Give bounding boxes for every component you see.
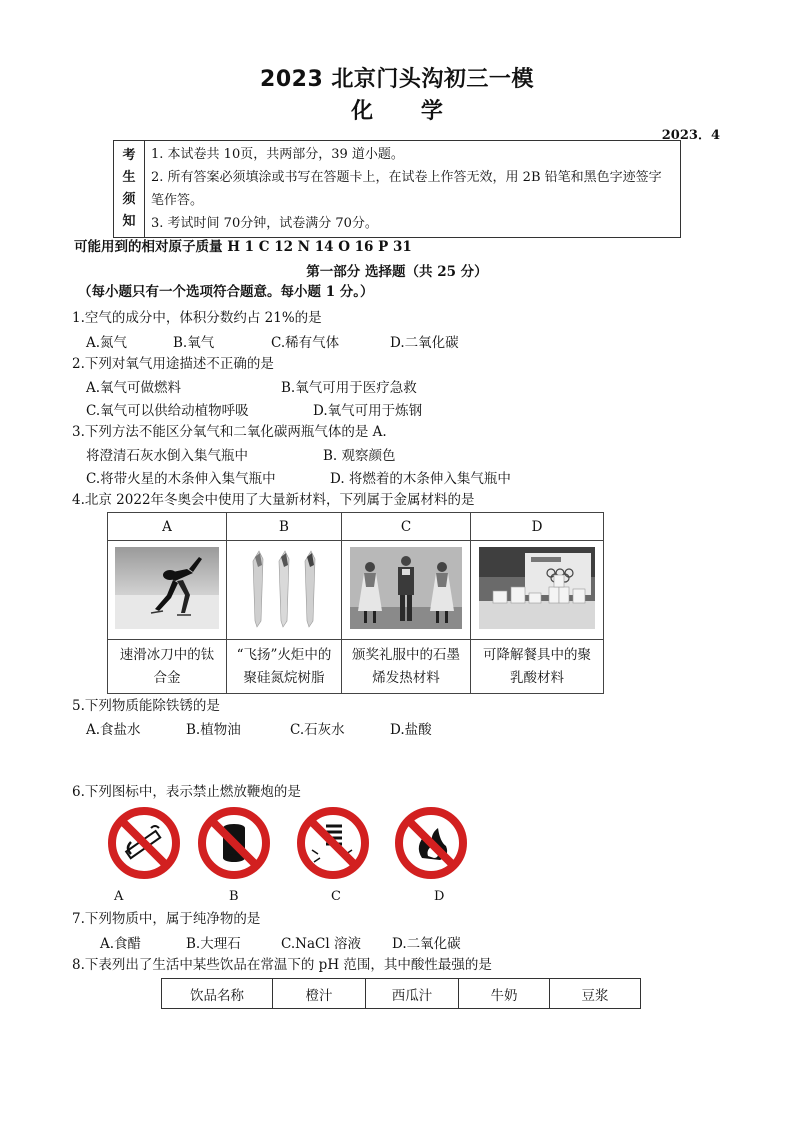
ph-table-header: 橙汁 [273,979,366,1009]
ph-table-header: 牛奶 [459,979,550,1009]
question-6-stem: 6.下列图标中，表示禁止燃放鞭炮的是 [72,784,301,800]
tableware-photo [471,541,604,640]
q1-option-d: D.二氧化碳 [390,335,459,351]
notice-item: 2. 所有答案必须填涂或书写在答题卡上，在试卷上作答无效，用 2B 铅笔和黑色字迹签字笔作答。 [151,170,662,208]
question-3-stem: 3.下列方法不能区分氧气和二氧化碳两瓶气体的是 A. [72,424,387,440]
ph-table-header: 西瓜汁 [366,979,459,1009]
materials-col-header: A [108,513,227,541]
material-caption-d: 可降解餐具中的聚 乳酸材料 [471,640,604,694]
q1-option-c: C.稀有气体 [271,335,340,351]
material-caption-a: 速滑冰刀中的钛 合金 [108,640,227,694]
q5-option-c: C.石灰水 [290,722,345,738]
part1-heading: 第一部分 选择题（共 25 分） [306,264,488,280]
q7-option-b: B.大理石 [186,936,241,952]
ph-table [161,978,641,1009]
q3-option-d: D. 将燃着的木条伸入集气瓶中 [330,471,511,487]
no-firecrackers-sign-icon [296,806,370,880]
question-4-stem: 4.北京 2022年冬奥会中使用了大量新材料，下列属于金属材料的是 [72,492,475,508]
q3-option-c: C.将带火星的木条伸入集气瓶中 [86,471,276,487]
exam-date: 2023．4 [661,128,720,143]
q5-option-d: D.盐酸 [390,722,432,738]
q1-option-a: A.氮气 [86,335,128,351]
materials-col-header: D [471,513,604,541]
no-fire-sign-icon [394,806,468,880]
q2-option-b: B.氧气可用于医疗急救 [281,380,417,396]
question-1-stem: 1.空气的成分中，体积分数约占 21%的是 [72,310,322,326]
materials-col-header: B [227,513,342,541]
q6-label-b: B [229,889,239,904]
q7-option-d: D.二氧化碳 [392,936,461,952]
question-8-stem: 8.下表列出了生活中某些饮品在常温下的 pH 范围，其中酸性最强的是 [72,957,492,973]
notice-item: 3. 考试时间 70分钟，试卷满分 70分。 [151,216,378,231]
ph-table-header: 豆浆 [550,979,641,1009]
q1-option-b: B.氧气 [173,335,215,351]
question-5-stem: 5.下列物质能除铁锈的是 [72,698,220,714]
atomic-mass-line: 可能用到的相对原子质量 H 1 C 12 N 14 O 16 P 31 [74,239,412,255]
materials-table [107,512,604,694]
speed-skater-photo [108,541,227,640]
award-dress-photo [342,541,471,640]
q5-option-a: A.食盐水 [86,722,141,738]
exam-notice-box [113,140,681,238]
q7-option-c: C.NaCl 溶液 [281,936,361,952]
no-flammable-container-sign-icon [197,806,271,880]
q2-option-a: A.氧气可做燃料 [86,380,182,396]
ph-table-header: 饮品名称 [162,979,273,1009]
question-2-stem: 2.下列对氧气用途描述不正确的是 [72,356,274,372]
torch-photo [227,541,342,640]
question-7-stem: 7.下列物质中，属于纯净物的是 [72,911,261,927]
no-smoking-sign-icon [107,806,181,880]
q5-option-b: B.植物油 [186,722,241,738]
notice-item: 1. 本试卷共 10页，共两部分，39 道小题。 [151,147,404,162]
materials-col-header: C [342,513,471,541]
notice-items [145,141,681,238]
q2-option-d: D.氧气可用于炼钢 [313,403,423,419]
q7-option-a: A.食醋 [100,936,142,952]
q3-option-a: 将澄清石灰水倒入集气瓶中 [86,448,248,464]
q3-option-b: B. 观察颜色 [323,448,396,464]
page-title: 2023 北京门头沟初三一模 [260,67,534,92]
part1-note: （每小题只有一个选项符合题意。每小题 1 分。） [78,284,374,300]
notice-label: 考 生 须 知 [114,141,145,238]
q6-label-c: C [331,889,341,904]
q6-label-d: D [434,889,445,904]
material-caption-c: 颁奖礼服中的石墨 烯发热材料 [342,640,471,694]
material-caption-b: “飞扬”火炬中的 聚硅氮烷树脂 [227,640,342,694]
q6-label-a: A [114,889,124,904]
q2-option-c: C.氧气可以供给动植物呼吸 [86,403,249,419]
subject-title: 化 学 [351,99,443,124]
